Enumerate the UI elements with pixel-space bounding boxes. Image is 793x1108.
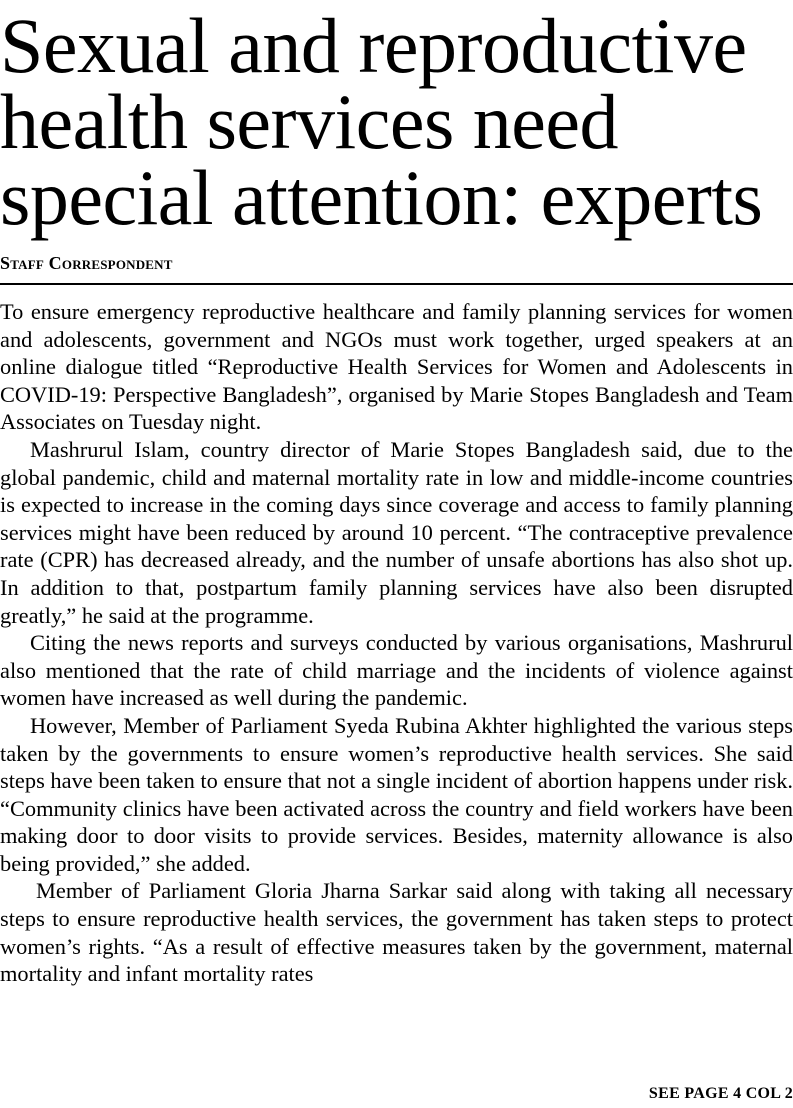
article-paragraph: Citing the news reports and surveys conducted by various organisations, Mashrurul also mentioned that the rate of child marriage and the incidents of violence against women have increased as well during the pandemic. xyxy=(0,630,793,711)
article-paragraph: Mashrurul Islam, country director of Marie Stopes Bangladesh said, due to the global pandemic, child and maternal mortality rate in low and middle-income countries is expected to increase in the coming days since coverage and access to family planning services might have been reduced by around 10 percent. “The contraceptive prevalence rate (CPR) has decreased already, and the number of unsafe abortions has also shot up. In addition to that, postpartum family planning services have also been disrupted greatly,” he said at the programme. xyxy=(0,436,793,628)
article-headline: Sexual and reproductive health services need special attention: experts xyxy=(0,2,763,241)
article-paragraph: To ensure emergency reproductive healthcare and family planning services for women and adolescents, government and NGOs must work together, urged speakers at an online dialogue titled “Reproductive Health Services for Women and Adolescents in COVID-19: Perspective Bangladesh”, organised by Marie Stopes Bangladesh and Team Associates on Tuesday night. xyxy=(0,299,793,435)
article-byline: Staff Correspondent xyxy=(0,253,173,273)
article-body xyxy=(0,298,793,988)
continuation-jump-line: SEE PAGE 4 COL 2 xyxy=(648,1085,793,1102)
article-paragraph: However, Member of Parliament Syeda Rubina Akhter highlighted the various steps taken by the governments to ensure women’s reproductive health services. She said steps have been taken to ensure that not a single incident of abortion happens under risk. “Community clinics have been activated across the country and field workers have been making door to door visits to provide services. Besides, maternity allowance is also being provided,” she added. xyxy=(0,712,793,876)
byline-divider xyxy=(0,283,793,285)
article-paragraph: Member of Parliament Gloria Jharna Sarkar said along with taking all necessary steps to ensure reproductive health services, the government has taken steps to protect women’s rights. “As a result of effective measures taken by the government, maternal mortality and infant mortality rates xyxy=(0,878,793,987)
